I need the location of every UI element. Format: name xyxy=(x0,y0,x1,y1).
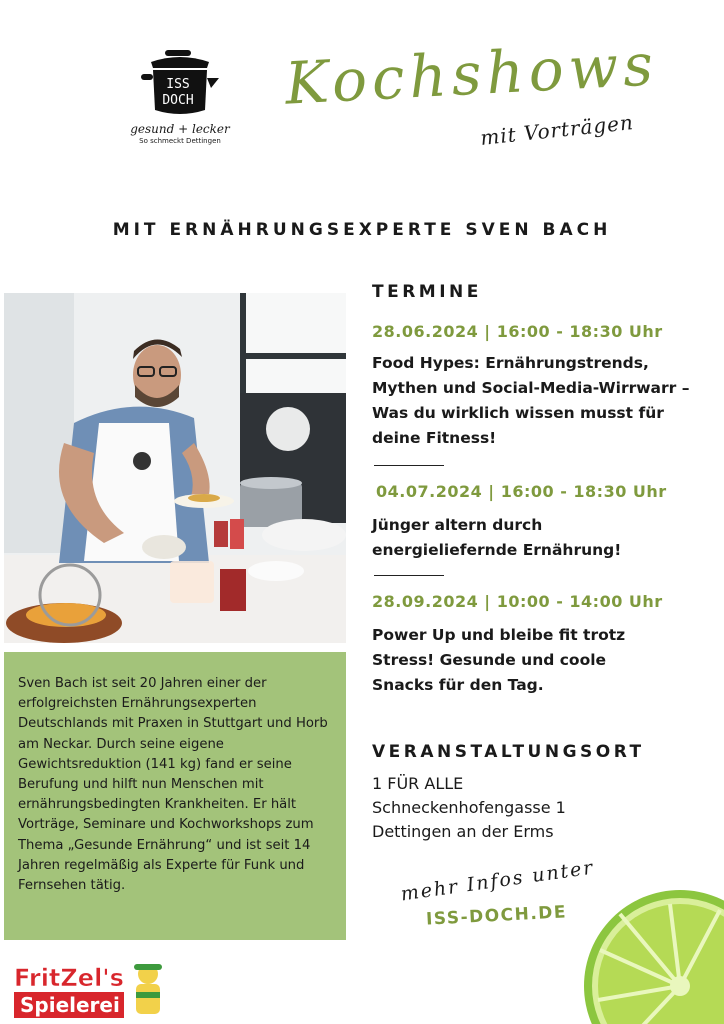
website-link[interactable]: ISS-DOCH.DE xyxy=(425,902,568,930)
chef-photo xyxy=(4,293,346,643)
right-column xyxy=(372,282,712,844)
venue-name: 1 FÜR ALLE xyxy=(372,774,464,793)
bio-text: Sven Bach ist seit 20 Jahren einer der erfolgreichsten Ernährungsexperten Deutschlands mit Praxen in Stuttgart und Horb am Neckar. Durch seine eigene Gewichtsreduktion (141 kg) fand er seine Berufung und hilft nun Menschen mit ernährungsbedingten Krankheiten. Er hält Vorträge, Seminare und Kochworkshops zum Thema „Gesunde Ernährung“ und ist seit 14 Jahren regelmäßig als Experte für Funk und Fernsehen tätig. xyxy=(18,676,328,894)
svg-text:Spielerei: Spielerei xyxy=(20,993,120,1017)
svg-text:ISS: ISS xyxy=(166,77,190,92)
more-info-text: mehr Infos unter xyxy=(399,856,596,906)
bio-box xyxy=(4,652,346,940)
cooking-pot-icon xyxy=(137,48,223,120)
lime-slice-image xyxy=(580,890,724,1024)
termine-heading: TERMINE xyxy=(372,282,482,302)
expert-heading: MIT ERNÄHRUNGSEXPERTE SVEN BACH xyxy=(112,220,612,240)
page-subtitle: mit Vorträgen xyxy=(479,110,635,150)
event-2-date: 04.07.2024 | 16:00 - 18:30 Uhr xyxy=(376,482,667,501)
event-3-title: Power Up und bleibe fit trotz Stress! Gesunde und coole Snacks für den Tag. xyxy=(372,626,626,694)
venue-street: Schneckenhofengasse 1 xyxy=(372,798,566,817)
event-1-title: Food Hypes: Ernährungstrends, Mythen und Social-Media-Wirrwarr – Was du wirklich wissen musst für deine Fitness! xyxy=(372,354,690,447)
venue-city: Dettingen an der Erms xyxy=(372,822,554,841)
fritzels-spielerei-logo xyxy=(10,960,170,1020)
page-title: Kochshows xyxy=(283,30,660,118)
svg-text:DOCH: DOCH xyxy=(162,93,194,108)
venue-heading: VERANSTALTUNGSORT xyxy=(372,742,645,762)
event-3-date: 28.09.2024 | 10:00 - 14:00 Uhr xyxy=(372,592,663,611)
logo-subline: So schmeckt Dettingen xyxy=(139,137,221,145)
event-1-date: 28.06.2024 | 16:00 - 18:30 Uhr xyxy=(372,322,663,341)
logo-tagline: gesund + lecker xyxy=(130,122,230,136)
event-2-title: Jünger altern durch energieliefernde Ernährung! xyxy=(372,516,622,559)
iss-doch-logo xyxy=(120,48,240,158)
svg-text:FritZel's: FritZel's xyxy=(14,964,124,992)
